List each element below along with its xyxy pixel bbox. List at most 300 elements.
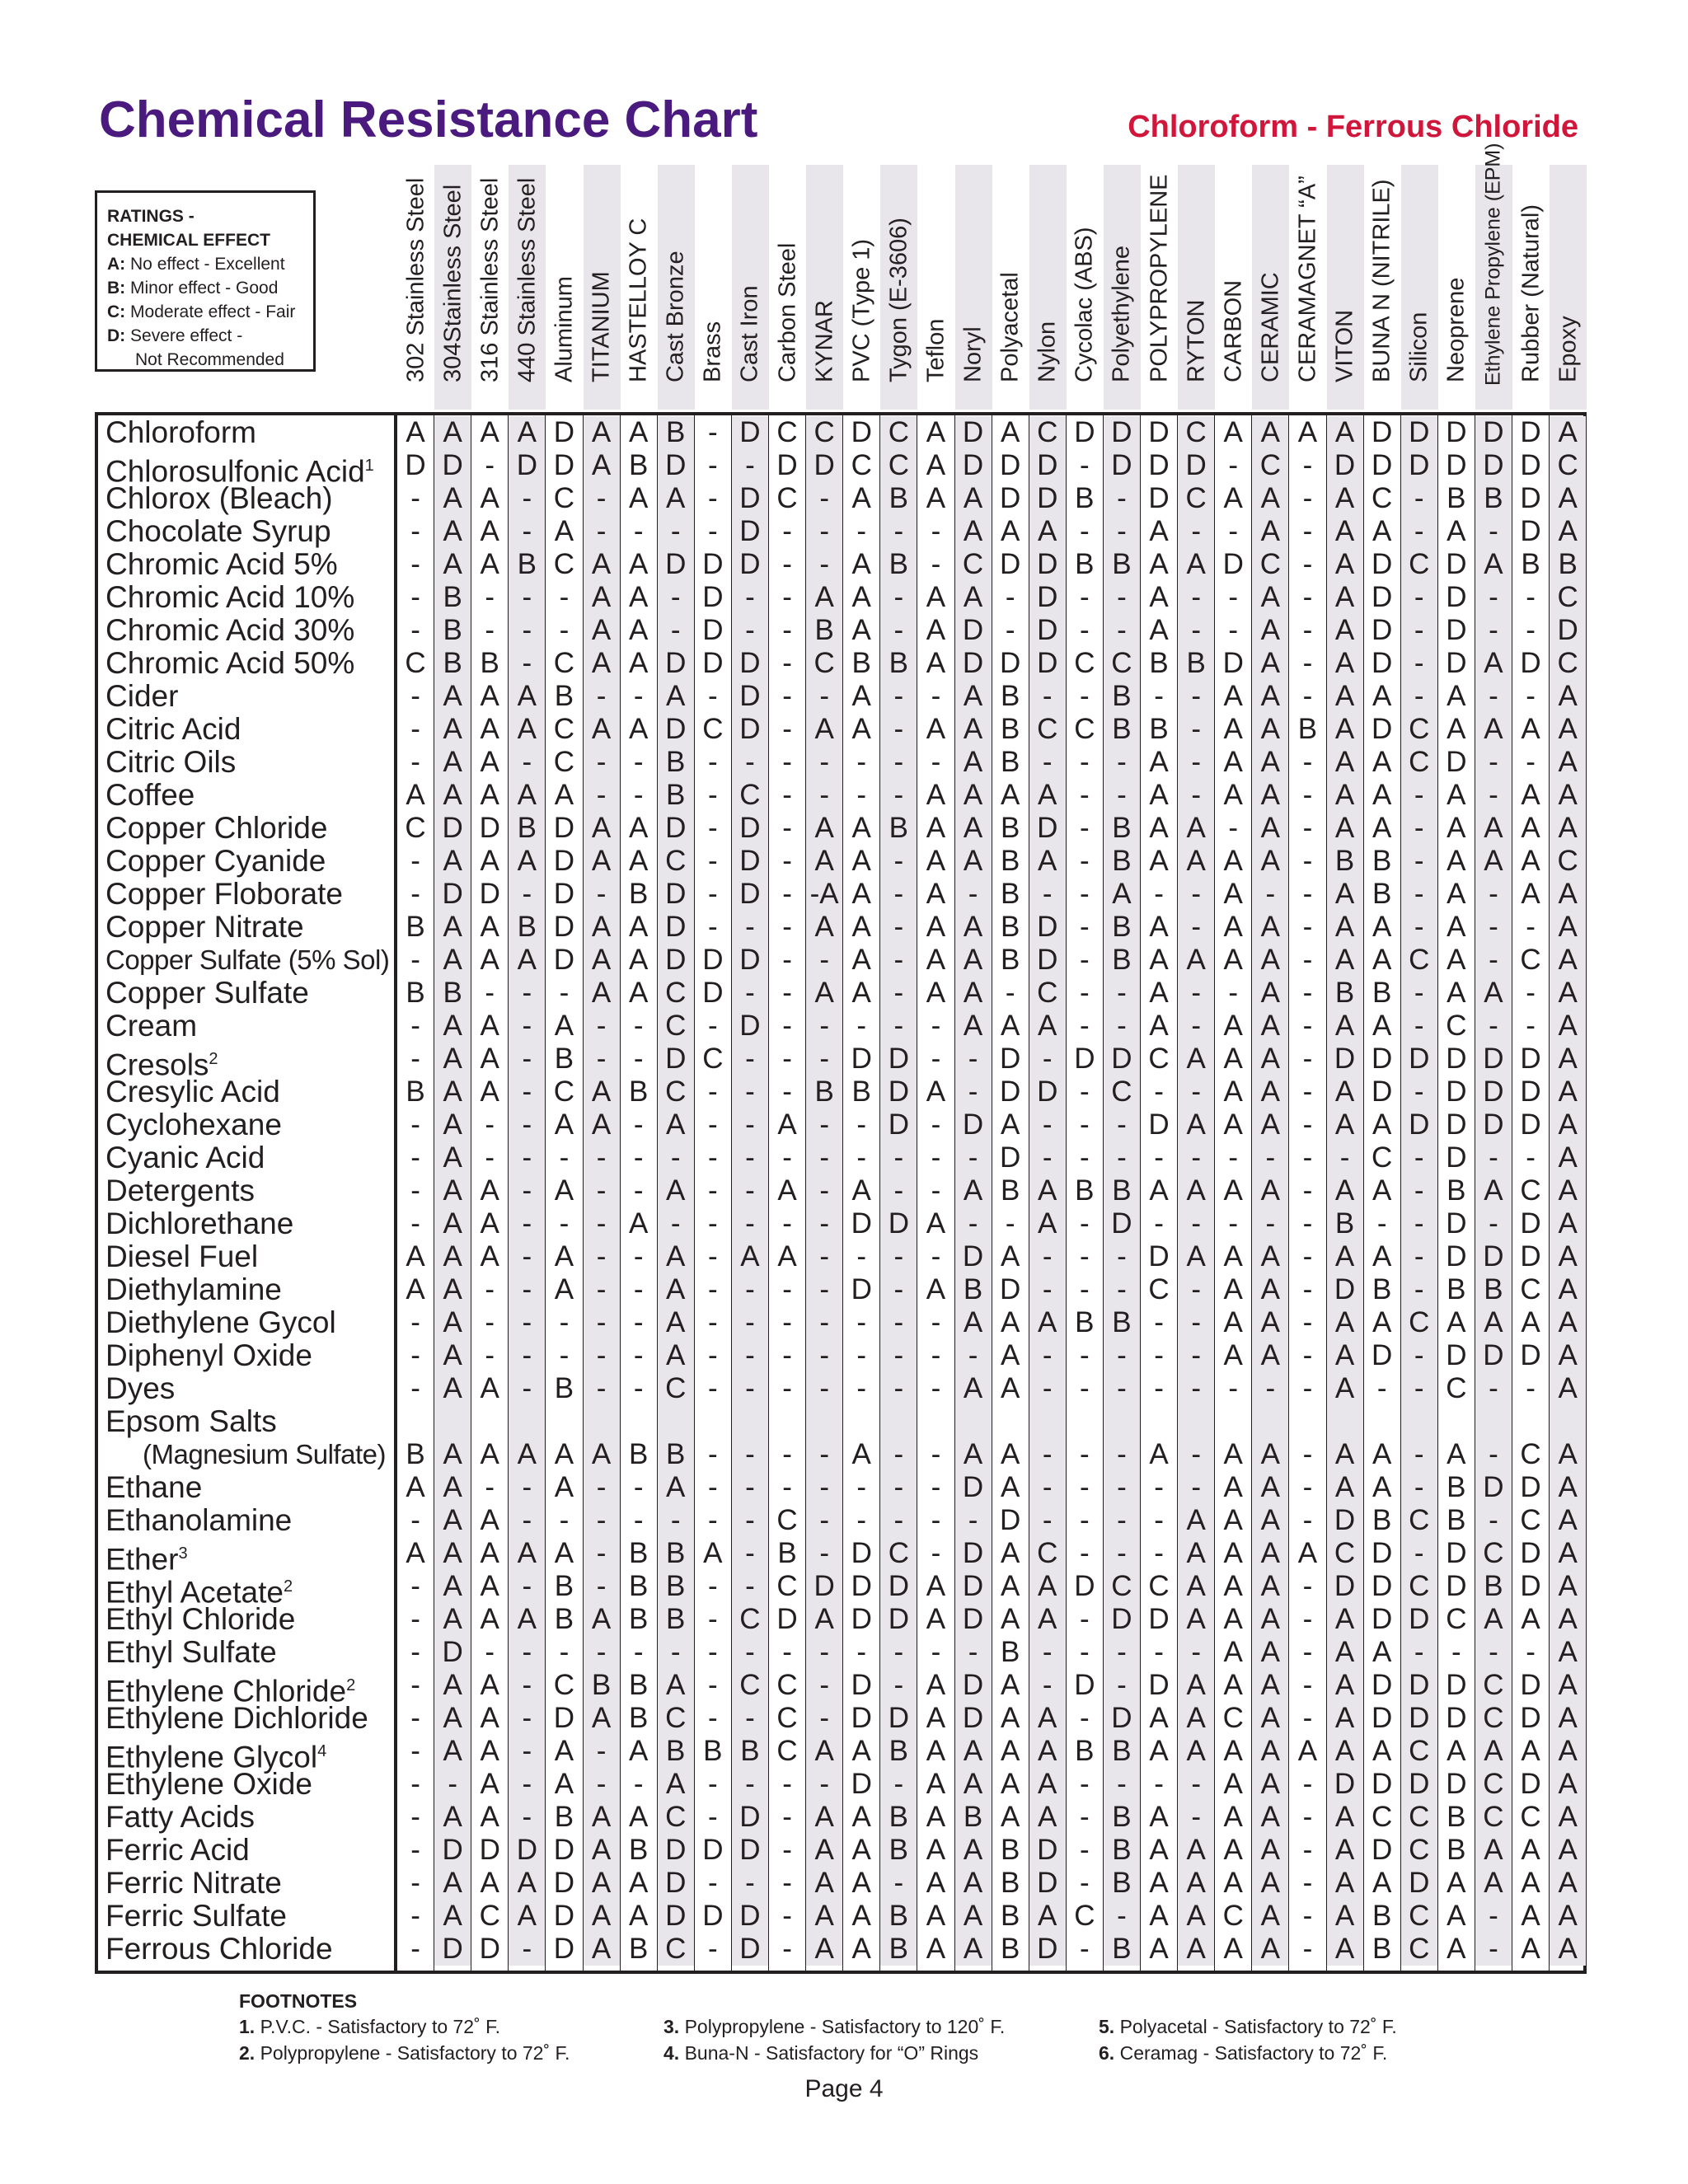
rating-cell: - — [1302, 1768, 1313, 1800]
rating-cell: A — [584, 449, 620, 482]
rating-cell: A — [926, 713, 946, 745]
rating-cell: - — [584, 1207, 620, 1240]
rating-cell: - — [559, 1339, 570, 1371]
rating-cell: B — [406, 911, 425, 943]
column-divider — [768, 412, 769, 1974]
rating-cell: D — [955, 1570, 992, 1603]
row-label: Copper Chloride — [106, 811, 328, 845]
rating-cell: - — [1302, 449, 1313, 481]
rating-cell: - — [584, 1372, 620, 1405]
rating-cell: A — [1252, 1306, 1288, 1339]
rating-cell: A — [926, 1834, 946, 1866]
rating-cell: D — [702, 614, 724, 646]
rating-cell: A — [1149, 779, 1169, 811]
rating-cell: A — [1149, 944, 1169, 976]
rating-cell: - — [1302, 1471, 1313, 1503]
rating-cell: - — [806, 1010, 842, 1043]
rating-cell: C — [1148, 1043, 1170, 1075]
rating-cell: - — [708, 1933, 718, 1965]
rating-cell: A — [434, 1603, 471, 1636]
rating-cell: B — [509, 911, 545, 944]
rating-cell: C — [1074, 647, 1095, 679]
rating-cell: A — [1149, 1174, 1169, 1207]
rating-cell: - — [658, 1141, 694, 1174]
rating-cell: A — [851, 482, 871, 514]
rating-cell: A — [434, 1372, 471, 1405]
rating-cell: - — [1080, 1372, 1090, 1404]
rating-cell: A — [1223, 1306, 1243, 1338]
rating-cell: D — [1446, 1108, 1467, 1141]
rating-cell: - — [806, 548, 842, 581]
rating-cell: A — [1550, 878, 1586, 911]
rating-cell: - — [1104, 1273, 1140, 1306]
rating-cell: - — [1302, 1043, 1313, 1075]
rating-cell: D — [1446, 1076, 1467, 1108]
rating-cell: A — [434, 1207, 471, 1240]
column-divider — [805, 412, 806, 1974]
rating-cell: - — [633, 1504, 644, 1536]
rating-cell: C — [1446, 1372, 1467, 1404]
rating-cell: - — [509, 1174, 545, 1207]
rating-cell: - — [1178, 1010, 1214, 1043]
rating-cell: A — [1327, 911, 1363, 944]
rating-cell: - — [485, 1108, 495, 1141]
rating-cell: - — [955, 1043, 992, 1076]
rating-cell: D — [1520, 515, 1541, 547]
rating-cell: D — [776, 1603, 798, 1635]
rating-cell: A — [434, 1043, 471, 1076]
rating-cell: - — [1080, 1010, 1090, 1042]
rating-cell: - — [880, 746, 917, 779]
column-divider — [620, 412, 621, 1974]
rating-cell: - — [782, 977, 792, 1009]
rating-cell: - — [1178, 1768, 1214, 1801]
rating-cell: A — [1475, 1735, 1512, 1768]
row-label: Ethyl Sulfate — [106, 1635, 277, 1669]
rating-cell: - — [1401, 515, 1437, 548]
rating-cell: C — [1104, 647, 1140, 680]
rating-cell: D — [1520, 1108, 1541, 1141]
legend-item-d-cont: Not Recommended — [135, 350, 284, 369]
rating-cell: - — [732, 1636, 768, 1669]
rating-cell: A — [1223, 482, 1243, 514]
rating-cell: - — [806, 1504, 842, 1537]
rating-cell: - — [806, 1471, 842, 1504]
rating-cell: - — [782, 1339, 792, 1371]
rating-cell: C — [553, 1669, 575, 1701]
column-header-label: Cast Iron — [736, 285, 763, 382]
rating-cell: A — [1327, 1735, 1363, 1768]
rating-cell: D — [1401, 1768, 1437, 1801]
rating-cell: A — [1372, 911, 1392, 943]
rating-cell: D — [1475, 416, 1512, 449]
rating-cell: - — [584, 1537, 620, 1570]
rating-cell: D — [1401, 416, 1437, 449]
rating-cell: A — [1149, 1933, 1169, 1965]
rating-cell: D — [1029, 944, 1066, 977]
rating-cell: A — [851, 1834, 871, 1866]
rating-cell: - — [559, 1141, 570, 1174]
rating-cell: D — [851, 1273, 872, 1305]
rating-cell: - — [732, 911, 768, 944]
rating-cell: B — [1104, 680, 1140, 713]
rating-cell: A — [806, 1834, 842, 1867]
rating-cell: A — [628, 812, 649, 844]
rating-cell: A — [1447, 680, 1466, 712]
rating-cell: - — [1005, 581, 1015, 613]
rating-cell: A — [955, 746, 992, 779]
rating-cell: A — [1550, 1504, 1586, 1537]
column-header-label: Noryl — [959, 326, 987, 382]
rating-cell: - — [485, 581, 495, 613]
rating-cell: A — [480, 1570, 499, 1602]
rating-cell: - — [806, 1768, 842, 1801]
rating-cell: D — [1000, 1273, 1021, 1305]
rating-cell: A — [1252, 1669, 1288, 1702]
rating-cell: - — [1302, 878, 1313, 910]
rating-cell: A — [851, 1867, 871, 1899]
rating-cell: D — [1372, 647, 1393, 679]
rating-cell: - — [782, 1010, 792, 1042]
rating-cell: - — [1029, 878, 1066, 911]
rating-cell: D — [1446, 1207, 1467, 1240]
rating-cell: - — [880, 1372, 917, 1405]
rating-cell: - — [1178, 713, 1214, 746]
rating-cell: D — [1104, 1603, 1140, 1636]
rating-cell: - — [509, 1240, 545, 1273]
row-label: Diethylene Gycol — [106, 1305, 336, 1339]
rating-cell: - — [1475, 1372, 1512, 1405]
rating-cell: - — [509, 1702, 545, 1735]
rating-cell: - — [880, 1636, 917, 1669]
rating-cell: A — [584, 416, 620, 449]
rating-cell: - — [1401, 878, 1437, 911]
rating-cell: A — [926, 1669, 946, 1701]
rating-cell: D — [1372, 713, 1393, 745]
rating-cell: - — [1401, 1372, 1437, 1405]
rating-cell: B — [1447, 1834, 1466, 1866]
rating-cell: A — [628, 416, 649, 448]
rating-cell: A — [434, 1306, 471, 1339]
rating-cell: A — [1447, 1867, 1466, 1899]
rating-cell: A — [1252, 1801, 1288, 1834]
rating-cell: - — [708, 1603, 718, 1635]
rating-cell: D — [1327, 1043, 1363, 1076]
column-divider — [583, 412, 584, 1974]
rating-cell: A — [1252, 1174, 1288, 1207]
rating-cell: - — [1401, 977, 1437, 1010]
rating-cell: - — [410, 1933, 420, 1965]
rating-cell: - — [782, 614, 792, 646]
rating-cell: C — [1475, 1801, 1512, 1834]
rating-cell: - — [509, 614, 545, 647]
rating-cell: A — [1327, 713, 1363, 746]
rating-cell: - — [633, 779, 644, 811]
rating-cell: B — [880, 548, 917, 581]
rating-cell: A — [434, 746, 471, 779]
rating-cell: - — [485, 1636, 495, 1668]
row-label: Ethyl Chloride — [106, 1602, 296, 1636]
rating-cell: - — [806, 1702, 842, 1735]
row-label: Copper Nitrate — [106, 910, 304, 944]
rating-cell: D — [1401, 1867, 1437, 1900]
rating-cell: - — [1154, 1768, 1164, 1800]
rating-cell: A — [1178, 944, 1214, 977]
rating-cell: D — [702, 647, 724, 679]
rating-cell: - — [1302, 1438, 1313, 1470]
rating-cell: B — [434, 581, 471, 614]
rating-cell: A — [1550, 944, 1586, 977]
rating-cell: D — [1104, 1207, 1140, 1240]
rating-cell: D — [1178, 449, 1214, 482]
rating-cell: A — [851, 845, 871, 877]
rating-cell: D — [1372, 1043, 1393, 1075]
rating-cell: B — [1104, 1933, 1140, 1966]
row-label: Cider — [106, 679, 179, 713]
rating-cell: A — [1521, 1735, 1540, 1767]
rating-cell: - — [1029, 1504, 1066, 1537]
rating-cell: A — [434, 1735, 471, 1768]
rating-cell: - — [1228, 1372, 1239, 1404]
rating-cell: A — [1252, 1273, 1288, 1306]
row-label: Ferrous Chloride — [106, 1932, 333, 1966]
rating-cell: A — [480, 1603, 499, 1635]
rating-cell: A — [1372, 1108, 1392, 1141]
rating-cell: - — [1005, 977, 1015, 1009]
rating-cell: - — [485, 977, 495, 1009]
rating-cell: A — [955, 779, 992, 812]
rating-cell: - — [782, 1636, 792, 1668]
rating-cell: - — [1302, 812, 1313, 844]
rating-cell: D — [880, 1603, 917, 1636]
rating-cell: - — [1154, 1306, 1164, 1338]
column-header-label: POLYPROPYLENE — [1146, 174, 1173, 382]
rating-cell: D — [1372, 1537, 1393, 1569]
rating-cell: - — [1376, 1207, 1387, 1240]
column-divider — [1549, 412, 1550, 1974]
rating-cell: - — [1104, 614, 1140, 647]
rating-cell: A — [1252, 1043, 1288, 1076]
column-header — [1327, 165, 1364, 410]
rating-cell: A — [1521, 779, 1540, 811]
rating-cell: A — [584, 1076, 620, 1108]
rating-cell: A — [554, 1768, 574, 1800]
rating-cell: B — [1000, 878, 1020, 910]
rating-cell: - — [559, 1636, 570, 1668]
rating-cell: D — [1148, 416, 1170, 448]
rating-cell: - — [1401, 1141, 1437, 1174]
column-header — [397, 165, 434, 410]
rating-cell: - — [410, 1867, 420, 1899]
rating-cell: - — [782, 1801, 792, 1833]
rating-cell: A — [1252, 1900, 1288, 1933]
rating-cell: - — [1401, 647, 1437, 680]
rating-cell: A — [1000, 1702, 1020, 1734]
page-number: Page 4 — [804, 2075, 884, 2102]
rating-cell: - — [806, 1636, 842, 1669]
rating-cell: A — [1327, 1010, 1363, 1043]
rating-cell: - — [1475, 944, 1512, 977]
rating-cell: - — [708, 812, 718, 844]
rating-cell: A — [658, 1471, 694, 1504]
rating-cell: A — [955, 812, 992, 845]
rating-cell: - — [509, 746, 545, 779]
rating-cell: - — [856, 1372, 867, 1404]
row-label: Ethylene Dichloride — [106, 1701, 368, 1735]
rating-cell: A — [1223, 1603, 1243, 1635]
rating-cell: A — [1475, 713, 1512, 746]
rating-cell: A — [628, 911, 649, 943]
row-label: Chloroform — [106, 415, 256, 449]
rating-cell: A — [554, 1010, 574, 1042]
rating-cell: - — [509, 482, 545, 515]
rating-cell: A — [806, 1900, 842, 1933]
rating-cell: C — [776, 1735, 798, 1767]
rating-cell: - — [1080, 746, 1090, 778]
rating-cell: - — [1178, 1076, 1214, 1108]
rating-cell: - — [584, 1141, 620, 1174]
column-header — [1438, 165, 1475, 410]
footnotes-heading: FOOTNOTES — [239, 1990, 358, 2012]
column-header — [769, 165, 806, 410]
rating-cell: D — [1401, 1603, 1437, 1636]
rating-cell: B — [628, 1834, 649, 1866]
rating-cell: A — [851, 1933, 871, 1965]
rating-cell: - — [708, 482, 718, 514]
rating-cell: A — [851, 1900, 871, 1932]
rating-cell: D — [1520, 1702, 1541, 1734]
rating-cell: D — [434, 1636, 471, 1669]
rating-cell: A — [584, 647, 620, 680]
row-label: Ethylene Glycol$^4$ — [106, 1740, 327, 1774]
rating-cell: - — [880, 1141, 917, 1174]
rating-cell: A — [1475, 548, 1512, 581]
rating-cell: A — [1149, 746, 1169, 778]
rating-cell: B — [1178, 647, 1214, 680]
rating-cell: C — [1550, 449, 1586, 482]
rating-cell: - — [1526, 680, 1536, 712]
rating-cell: A — [1223, 1768, 1243, 1800]
rating-cell: A — [1447, 1933, 1466, 1965]
column-header-label: Teflon — [922, 318, 950, 382]
rating-cell: - — [1080, 1207, 1090, 1240]
rating-cell: A — [955, 1867, 992, 1900]
rating-cell: A — [406, 779, 425, 811]
rating-cell: A — [480, 1372, 499, 1404]
rating-cell: - — [1080, 1636, 1090, 1668]
rating-cell: - — [633, 1768, 644, 1800]
rating-cell: - — [1080, 779, 1090, 811]
rating-cell: - — [1080, 1504, 1090, 1536]
rating-cell: A — [434, 845, 471, 878]
rating-cell: D — [732, 1834, 768, 1867]
rating-cell: D — [1372, 548, 1393, 580]
rating-cell: - — [1080, 878, 1090, 910]
rating-cell: C — [776, 482, 798, 514]
rating-cell: A — [628, 1867, 649, 1899]
rating-cell: C — [1475, 1537, 1512, 1570]
rating-cell: D — [1446, 1141, 1467, 1174]
row-label: Copper Floborate — [106, 877, 343, 911]
rating-cell: A — [926, 1702, 946, 1734]
rating-cell: C — [732, 1669, 768, 1702]
rating-cell: - — [880, 1240, 917, 1273]
rating-cell: B — [1104, 1834, 1140, 1867]
rating-cell: - — [1401, 1174, 1437, 1207]
rating-cell: A — [434, 1141, 471, 1174]
rating-cell: - — [633, 1306, 644, 1338]
rating-cell: - — [410, 548, 420, 580]
rating-cell: A — [658, 1669, 694, 1702]
rating-cell: B — [1447, 1471, 1466, 1503]
rating-cell: A — [480, 911, 499, 943]
rating-cell: A — [1475, 812, 1512, 845]
row-label: Citric Oils — [106, 745, 237, 779]
rating-cell: A — [434, 1174, 471, 1207]
rating-cell: A — [1372, 680, 1392, 712]
rating-cell: A — [1000, 1471, 1020, 1503]
rating-cell: A — [1029, 1174, 1066, 1207]
rating-cell: A — [406, 1273, 425, 1305]
rating-cell: - — [1080, 911, 1090, 943]
rating-cell: D — [1372, 1076, 1393, 1108]
rating-cell: A — [1000, 1339, 1020, 1371]
rating-cell: - — [782, 515, 792, 547]
rating-cell: A — [1223, 1867, 1243, 1899]
rating-cell: - — [633, 1471, 644, 1503]
rating-cell: B — [1000, 1867, 1020, 1899]
rating-cell: A — [1223, 416, 1243, 448]
rating-cell: A — [1447, 944, 1466, 976]
rating-cell: - — [1154, 1504, 1164, 1536]
rating-cell: - — [410, 614, 420, 646]
rating-cell: D — [1520, 1669, 1541, 1701]
rating-cell: A — [806, 845, 842, 878]
rating-cell: A — [554, 515, 574, 547]
rating-cell: A — [658, 482, 694, 515]
rating-cell: A — [955, 482, 992, 515]
rating-cell: A — [1149, 1867, 1169, 1899]
column-header-label: Silicon — [1405, 312, 1432, 382]
rating-cell: D — [658, 1867, 694, 1900]
rating-cell: D — [1029, 482, 1066, 515]
rating-cell: A — [1149, 845, 1169, 877]
column-header — [1475, 143, 1512, 410]
rating-cell: A — [926, 1076, 946, 1108]
rating-cell: A — [851, 944, 871, 976]
rating-cell: A — [554, 1438, 574, 1470]
rating-cell: A — [851, 1735, 871, 1767]
rating-cell: - — [559, 581, 570, 613]
rating-cell: - — [1178, 1306, 1214, 1339]
rating-cell: A — [1447, 1438, 1466, 1470]
rating-cell: - — [782, 1834, 792, 1866]
rating-cell: D — [1520, 1043, 1541, 1075]
rating-cell: - — [708, 1339, 718, 1371]
rating-cell: A — [1372, 779, 1392, 811]
rating-cell: - — [1104, 779, 1140, 812]
rating-cell: - — [732, 1273, 768, 1306]
rating-cell: A — [1252, 1108, 1288, 1141]
rating-cell: A — [1550, 1768, 1586, 1801]
rating-cell: - — [1104, 1339, 1140, 1372]
rating-cell: A — [1252, 1603, 1288, 1636]
rating-cell: - — [1302, 680, 1313, 712]
rating-cell: A — [434, 779, 471, 812]
rating-cell: A — [480, 1076, 499, 1108]
column-header — [509, 165, 546, 410]
rating-cell: A — [777, 1174, 797, 1207]
